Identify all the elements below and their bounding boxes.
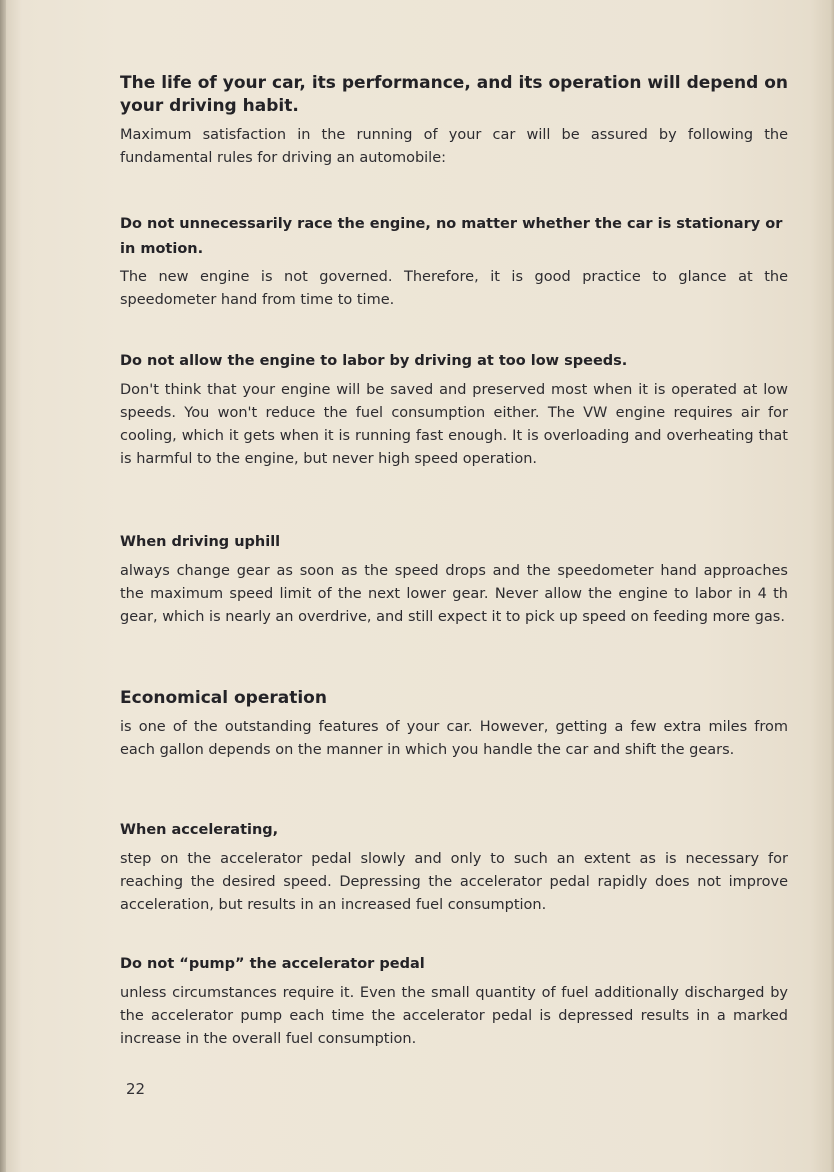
section-text: always change gear as soon as the speed drops and the speedometer hand approaches the maximum speed limit of the next lower gear. Never allow the engine to labor in 4 th gear, which is nearly an overdrive, and still expect it to pick up speed on feeding more gas. [120, 563, 788, 625]
section-text: Don't think that your engine will be saved and preserved most when it is operated at low speeds. You won't reduce the fuel consumption either. The VW engine requires air for cooling, which it gets when it is running fast enough. It is overloading and overheating that is harmful to the engine, but never high speed operation. [120, 382, 788, 467]
section-driving-habit [120, 72, 788, 170]
section-heading: Economical operation [120, 688, 327, 708]
section-heading: Do not “pump” the accelerator pedal [120, 956, 425, 972]
section-race-engine [120, 212, 788, 312]
section-text: The new engine is not governed. Therefore, it is good practice to glance at the speedometer hand from time to time. [120, 269, 788, 308]
section-accelerating [120, 818, 788, 917]
section-text: unless circumstances require it. Even the small quantity of fuel additionally discharged by the accelerator pump each time the accelerator pedal is depressed results in a marked increase in the overall fuel consumption. [120, 985, 788, 1047]
section-pump-pedal [120, 952, 788, 1051]
section-heading: Do not allow the engine to labor by driving at too low speeds. [120, 353, 628, 369]
section-uphill [120, 530, 788, 629]
section-heading: When driving uphill [120, 534, 281, 550]
section-heading: Do not unnecessarily race the engine, no matter whether the car is stationary or in motion. [120, 216, 783, 257]
section-economical [120, 686, 788, 762]
page-edge [830, 0, 834, 1172]
page-binding-shadow [0, 0, 6, 1172]
section-text: is one of the outstanding features of your car. However, getting a few extra miles from each gallon depends on the manner in which you handle the car and shift the gears. [120, 719, 788, 758]
section-text: step on the accelerator pedal slowly and only to such an extent as is necessary for reaching the desired speed. Depressing the accelerator pedal rapidly does not improve acceleration, but results in an increased fuel consumption. [120, 851, 788, 913]
section-text: Maximum satisfaction in the running of your car will be assured by following the fundamental rules for driving an automobile: [120, 127, 788, 166]
section-heading: The life of your car, its performance, and its operation will depend on your driving habit. [120, 73, 788, 116]
page-number: 22 [126, 1080, 146, 1098]
section-low-speeds [120, 349, 788, 471]
section-heading: When accelerating, [120, 822, 279, 838]
